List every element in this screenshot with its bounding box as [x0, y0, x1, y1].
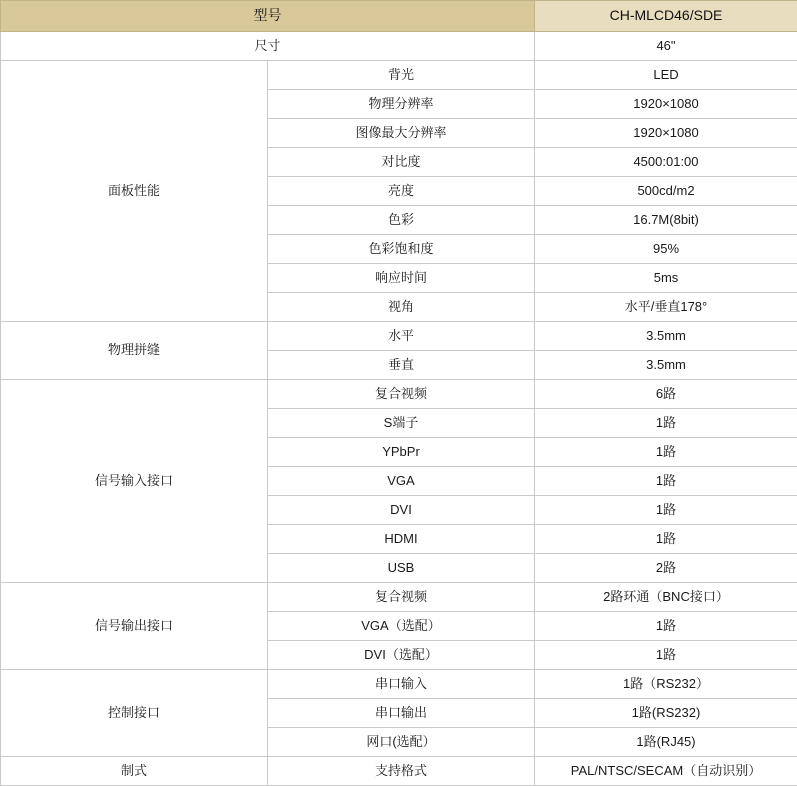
row-label: 复合视频: [268, 380, 535, 409]
group-label: 控制接口: [1, 670, 268, 757]
row-value: 46": [535, 32, 797, 61]
table-row: [1, 380, 797, 409]
row-label: VGA: [268, 467, 535, 496]
row-value: 1路: [535, 496, 797, 525]
row-value: 1路: [535, 438, 797, 467]
row-value: 1路: [535, 641, 797, 670]
row-label: YPbPr: [268, 438, 535, 467]
row-label: DVI: [268, 496, 535, 525]
row-value: 2路: [535, 554, 797, 583]
model-value-cell: CH-MLCD46/SDE: [535, 1, 797, 32]
row-value: 1路: [535, 467, 797, 496]
row-label: 色彩: [268, 206, 535, 235]
row-value: 1路: [535, 612, 797, 641]
row-value: 1路: [535, 409, 797, 438]
row-label: 响应时间: [268, 264, 535, 293]
row-label: 背光: [268, 61, 535, 90]
group-label: 面板性能: [1, 61, 268, 322]
row-value: 1路（RS232）: [535, 670, 797, 699]
group-label: 信号输出接口: [1, 583, 268, 670]
row-label: 物理分辨率: [268, 90, 535, 119]
row-value: 1路(RJ45): [535, 728, 797, 757]
row-label: 串口输出: [268, 699, 535, 728]
row-label: 尺寸: [1, 32, 535, 61]
model-label-cell: 型号: [1, 1, 535, 32]
row-label: 复合视频: [268, 583, 535, 612]
row-value: 95%: [535, 235, 797, 264]
row-value: 水平/垂直178°: [535, 293, 797, 322]
row-label: 对比度: [268, 148, 535, 177]
table-row: [1, 32, 797, 61]
group-label: 制式: [1, 757, 268, 786]
row-value: 5ms: [535, 264, 797, 293]
row-label: S端子: [268, 409, 535, 438]
group-label: 信号输入接口: [1, 380, 268, 583]
table-row: [1, 61, 797, 90]
row-label: 视角: [268, 293, 535, 322]
table-row: [1, 583, 797, 612]
row-label: DVI（选配）: [268, 641, 535, 670]
row-value: 4500:01:00: [535, 148, 797, 177]
row-value: 1路: [535, 525, 797, 554]
row-label: 图像最大分辨率: [268, 119, 535, 148]
specification-table-body: [1, 1, 797, 786]
row-label: USB: [268, 554, 535, 583]
row-label: VGA（选配）: [268, 612, 535, 641]
row-label: 垂直: [268, 351, 535, 380]
row-value: 16.7M(8bit): [535, 206, 797, 235]
row-label: 网口(选配）: [268, 728, 535, 757]
row-value: PAL/NTSC/SECAM（自动识别）: [535, 757, 797, 786]
table-row: [1, 322, 797, 351]
row-label: 亮度: [268, 177, 535, 206]
row-value: 1920×1080: [535, 90, 797, 119]
row-value: 1920×1080: [535, 119, 797, 148]
row-value: 3.5mm: [535, 322, 797, 351]
row-value: 500cd/m2: [535, 177, 797, 206]
table-row: [1, 757, 797, 786]
table-header-row: [1, 1, 797, 32]
group-label: 物理拼缝: [1, 322, 268, 380]
row-value: LED: [535, 61, 797, 90]
row-label: 水平: [268, 322, 535, 351]
row-value: 3.5mm: [535, 351, 797, 380]
row-label: 支持格式: [268, 757, 535, 786]
row-label: 串口输入: [268, 670, 535, 699]
row-value: 2路环通（BNC接口）: [535, 583, 797, 612]
row-label: HDMI: [268, 525, 535, 554]
row-label: 色彩饱和度: [268, 235, 535, 264]
table-row: [1, 670, 797, 699]
row-value: 6路: [535, 380, 797, 409]
row-value: 1路(RS232): [535, 699, 797, 728]
